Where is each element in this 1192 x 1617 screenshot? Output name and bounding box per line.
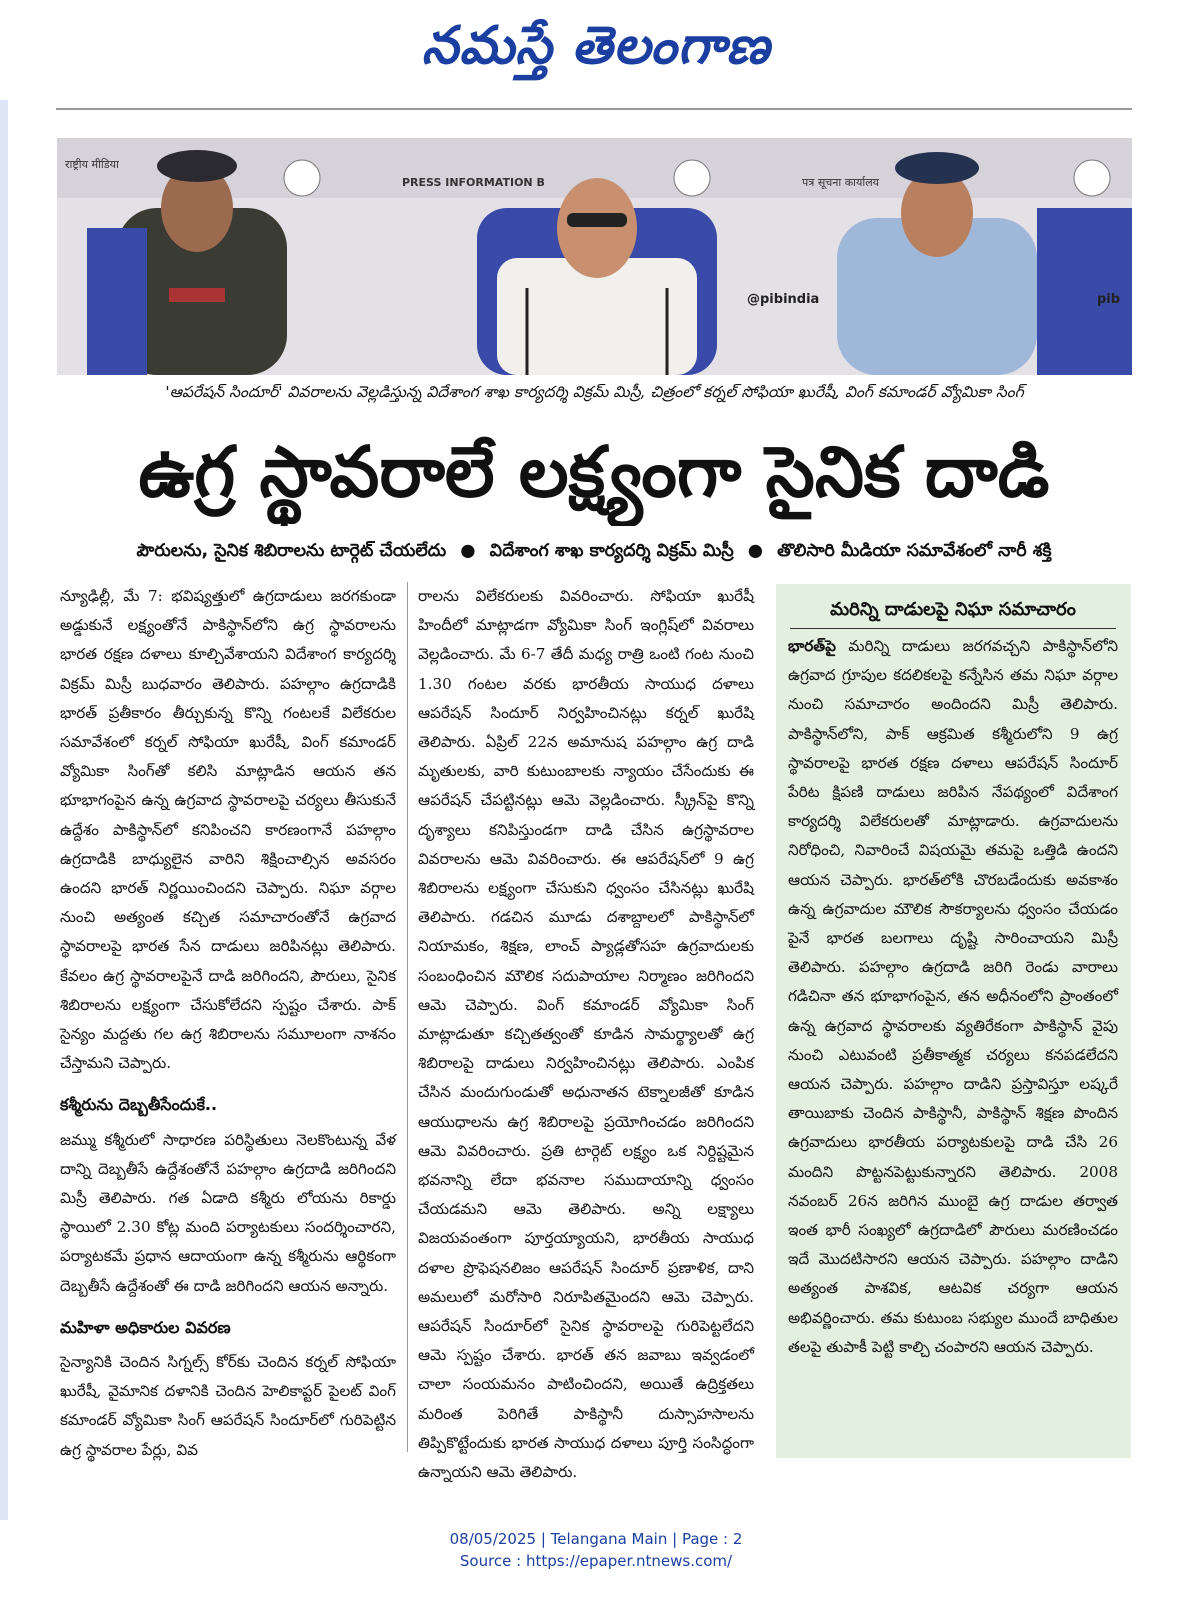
lead-word: భారత్‌పై bbox=[788, 637, 836, 655]
left-margin-strip bbox=[0, 100, 8, 1520]
sidebar-body: మరిన్ని దాడులు జరగవచ్చని పాకిస్థాన్‌లోని ఉగ్రవాద గ్రూపుల కదలికలపై కన్నేసిన తమ నిఘా వర్గాల నుంచి సమాచారం అందిందని మిస్రీ తెలిపారు. పాకిస్థాన్‌లోని, పాక్ ఆక్రమిత కశ్మీరులోని 9 ఉగ్ర స్థావరాలపై భారత రక్షణ దళాలు ఆపరేషన్ సిందూర్ పేరిట క్షిపణి దాడులు జరిపిన నేపథ్యంలో విదేశాంగ కార్యదర్శి విలేకరులతో మాట్లాడారు. ఉగ్రవాదులను నిరోధించి, నివారించే విషయమై తమపై ఒత్తిడి ఉందని ఆయన చెప్పారు. భారత్‌లోకి చొరబడేందుకు అవకాశం ఉన్న ఉగ్రవాదుల మౌలిక సౌకర్యాలను ధ్వంసం చేయడం పైనే భారత బలగాలు దృష్టి సారించాయని మిస్రీ తెలిపారు. పహల్గాం ఉగ్రదాడి జరిగి రెండు వారాలు గడిచినా తన భూభాగంపైన, తన అధీనంలోని ప్రాంతంలో ఉన్న ఉగ్రవాద స్థావరాలకు వ్యతిరేకంగా పాకిస్థాన్ వైపు నుంచి ఎటువంటి ప్రతీకాత్మక చర్యలు కనపడలేదని ఆయన చెప్పారు. పహల్గాం దాడిని ప్రస్తావిస్తూ లష్కరే తాయిబాకు చెందిన పాకిస్థానీ, పాకిస్థాన్ శిక్షణ పొందిన ఉగ్రవాదులు భారతీయ పర్యాటకులపై దాడి చేసి 26 మందిని పొట్టనపెట్టుకున్నారని తెలిపారు. 2008 నవంబర్ 26న జరిగిన ముంబై ఉగ్ర దాడుల తర్వాత ఇంత భారీ సంఖ్యలో ఉగ్రదాడిలో పౌరులు మరణించడం ఇదే మొదటిసారని ఆయన చెప్పారు. పహల్గాం దాడిని అత్యంత పాశవిక, ఆటవిక చర్యగా ఆయన అభివర్ణించారు. తమ కుటుంబ సభ్యుల ముందే బాధితుల తలపై తుపాకీ పెట్టి కాల్చి చంపారని ఆయన చెప్పారు. bbox=[788, 637, 1118, 1356]
photo-caption: 'ఆపరేషన్ సిందూర్' వివరాలను వెల్లడిస్తున్న విదేశాంగ శాఖ కార్యదర్శి విక్రమ్ మిస్రీ, చిత్రంలో కర్నల్ సోఫియా ఖురేషీ, వింగ్ కమాండర్ వ్యోమికా సింగ్ bbox=[165, 383, 1024, 401]
column-divider bbox=[407, 582, 408, 1452]
section-subheading: మహిళా అధికారుల వివరణ bbox=[60, 1317, 231, 1337]
footer-source-line[interactable]: Source : https://epaper.ntnews.com/ bbox=[459, 1552, 733, 1570]
footer-edition-line: 08/05/2025 | Telangana Main | Page : 2 bbox=[449, 1530, 743, 1548]
subhead-2: విదేశాంగ శాఖ కార్యదర్శి విక్రమ్ మిస్రీ bbox=[489, 541, 734, 561]
newspaper-masthead: నమస్తే తెలంగాణ bbox=[421, 15, 771, 76]
article-column-1 bbox=[60, 582, 396, 1465]
article-paragraph: సైన్యానికి చెందిన సిగ్నల్స్ కోర్‌కు చెందిన కర్నల్ సోఫియా ఖురేషీ, వైమానిక దళానికి చెందిన హెలికాప్టర్ పైలట్ వింగ్ కమాండర్ వ్యోమికా సింగ్ ఆపరేషన్ సిందూర్‌లో గురిపెట్టిన ఉగ్ర స్థావరాల పేర్లు, వివ bbox=[60, 1353, 396, 1459]
subhead-1: పౌరులను, సైనిక శిబిరాలను టార్గెట్ చేయలేదు bbox=[136, 541, 447, 561]
article-column-2 bbox=[418, 582, 754, 1487]
press-briefing-photo bbox=[57, 138, 1132, 375]
article-paragraph: న్యూఢిల్లీ, మే 7: భవిష్యత్తులో ఉగ్రదాడులు జరగకుండా అడ్డుకునే లక్ష్యంతోనే పాకిస్థాన్‌లోని ఉగ్ర స్థావరాలను భారత రక్షణ దళాలు కూల్చివేశాయని విదేశాంగ కార్యదర్శి విక్రమ్ మిస్రీ బుధవారం తెలిపారు. పహల్గాం ఉగ్రదాడికి భారత్ ప్రతీకారం తీర్చుకున్న కొన్ని గంటలకే విలేకరుల సమావేశంలో కర్నల్ సోఫియా ఖురేషీ, వింగ్ కమాండర్ వ్యోమికా సింగ్‌తో కలిసి మాట్లాడిన ఆయన తన భూభాగంపైన ఉన్న ఉగ్రవాద స్థావరాలపై చర్యలు తీసుకునే ఉద్దేశం పాకిస్థాన్‌లో కనిపించని కారణంగానే పహల్గాం ఉగ్రదాడికి బాధ్యులైన వారిని శిక్షించాల్సిన అవసరం ఉందని భారత్ నిర్ణయించిందని చెప్పారు. నిఘా వర్గాల నుంచి అత్యంత కచ్చిత సమాచారంతోనే ఉగ్రవాద స్థావరాలపై భారత సేన దాడులు జరిపినట్లు తెలిపారు. కేవలం ఉగ్ర స్థావరాలపైనే దాడి జరిగిందని, పౌరులు, సైనిక శిబిరాలను లక్ష్యంగా చేసుకోలేదని స్పష్టం చేశారు. పాక్ సైన్యం మద్దతు గల ఉగ్ర శిబిరాలను సమూలంగా నాశనం చేస్తామని చెప్పారు. bbox=[60, 587, 396, 1073]
sidebar-box-text bbox=[788, 632, 1118, 1362]
svg-text:राष्ट्रीय मीडिया: राष्ट्रीय मीडिया bbox=[65, 158, 119, 171]
bullet-separator: ● bbox=[460, 541, 476, 561]
sidebar-box-title: మరిన్ని దాడులపై నిఘా సమాచారం bbox=[790, 592, 1116, 629]
svg-text:PRESS INFORMATION B: PRESS INFORMATION B bbox=[402, 176, 545, 189]
page-footer bbox=[0, 1528, 1192, 1572]
section-subheading: కశ్మీరును దెబ్బతీసేందుకే.. bbox=[60, 1095, 218, 1115]
main-headline: ఉగ్ర స్థావరాలే లక్ష్యంగా సైనిక దాడి bbox=[138, 431, 1050, 513]
svg-text:@pibindia: @pibindia bbox=[747, 292, 820, 307]
article-paragraph bbox=[788, 632, 1118, 1362]
svg-text:पत्र सूचना कार्यालय: पत्र सूचना कार्यालय bbox=[802, 176, 880, 189]
masthead-rule bbox=[56, 108, 1132, 110]
article-paragraph: జమ్ము కశ్మీరులో సాధారణ పరిస్థితులు నెలకొంటున్న వేళ దాన్ని దెబ్బతీసే ఉద్దేశంతోనే పహల్గాం ఉగ్రదాడి జరిగిందని మిస్రీ తెలిపారు. గత ఏడాది కశ్మీరు లోయను రికార్డు స్థాయిలో 2.30 కోట్ల మంది పర్యాటకులు సందర్శించారని, పర్యాటకమే ప్రధాన ఆదాయంగా ఉన్న కశ్మీరును ఆర్థికంగా దెబ్బతీసే ఉద్దేశంతో ఈ దాడి జరిగిందని ఆయన అన్నారు. bbox=[60, 1130, 396, 1295]
svg-text:pib: pib bbox=[1097, 292, 1121, 307]
article-paragraph: రాలను విలేకరులకు వివరించారు. సోఫియా ఖురేషీ హిందీలో మాట్లాడగా వ్యోమికా సింగ్ ఇంగ్లిష్‌లో వివరాలు వెల్లడించారు. మే 6-7 తేదీ మధ్య రాత్రి ఒంటి గంట నుంచి 1.30 గంటల వరకు భారతీయ సాయుధ దళాలు ఆపరేషన్ సిందూర్ నిర్వహించినట్లు కర్నల్ ఖురేషి తెలిపారు. ఏప్రిల్ 22న అమానుష పహల్గాం ఉగ్ర దాడి మృతులకు, వారి కుటుంబాలకు న్యాయం చేసేందుకు ఈ ఆపరేషన్ చేపట్టినట్లు ఆమె వెల్లడించారు. స్క్రీన్‌పై కొన్ని దృశ్యాలు కనిపిస్తుండగా దాడి చేసిన ఉగ్రస్థావరాల వివరాలను ఆమె వివరించారు. ఈ ఆపరేషన్‌లో 9 ఉగ్ర శిబిరాలను లక్ష్యంగా చేసుకుని ధ్వంసం చేసినట్లు ఖురేషి తెలిపారు. గడచిన మూడు దశాబ్దాలలో పాకిస్థాన్‌లో నియామకం, శిక్షణ, లాంచ్ ప్యాడ్లతోసహ ఉగ్రవాదులకు సంబంధించిన మౌలిక సదుపాయాల నిర్మాణం జరిగిందని ఆమె చెప్పారు. వింగ్ కమాండర్ వ్యోమికా సింగ్ మాట్లాడుతూ కచ్చితత్వంతో కూడిన సామర్థ్యాలతో ఉగ్ర శిబిరాలపై దాడులు నిర్వహించినట్లు తెలిపారు. ఎంపిక చేసిన మందుగుండుతో అధునాతన టెక్నాలజీతో కూడిన ఆయుధాలను ఉగ్ర శిబిరాలపై ప్రయోగించడం జరిగిందని ఆమె వివరించారు. ప్రతి టార్గెట్ లక్ష్యం ఒక నిర్దిష్టమైన భవనాన్ని లేదా భవనాల సముదాయాన్ని ధ్వంసం చేయడమని ఆమె తెలిపారు. అన్ని లక్ష్యాలు విజయవంతంగా పూర్తయ్యాయని, భారతీయ సాయుధ దళాల ప్రొఫెషనలిజం ఆపరేషన్ సిందూర్ ప్రణాళిక, దాని అమలులో మరోసారి నిరూపితమైందని ఆమె చెప్పారు. ఆపరేషన్ సిందూర్‌లో సైనిక స్థావరాలపై గురిపెట్టలేదని ఆమె స్పష్టం చేశారు. భారత్ తన జవాబు ఇవ్వడంలో చాలా సంయమనం పాటించిందని, అయితే ఉద్రిక్తతలు మరింత పెరిగితే పాకిస్థానీ దుస్సాహసాలను తిప్పికొట్టేందుకు భారత సాయుధ దళాలు పూర్తి సంసిద్ధంగా ఉన్నాయని ఆమె తెలిపారు. bbox=[418, 587, 754, 1482]
sub-headlines bbox=[56, 536, 1132, 566]
subhead-3: తొలిసారి మీడియా సమావేశంలో నారీ శక్తి bbox=[777, 541, 1052, 561]
bullet-separator: ● bbox=[747, 541, 763, 561]
photo-illustration bbox=[57, 138, 1132, 375]
